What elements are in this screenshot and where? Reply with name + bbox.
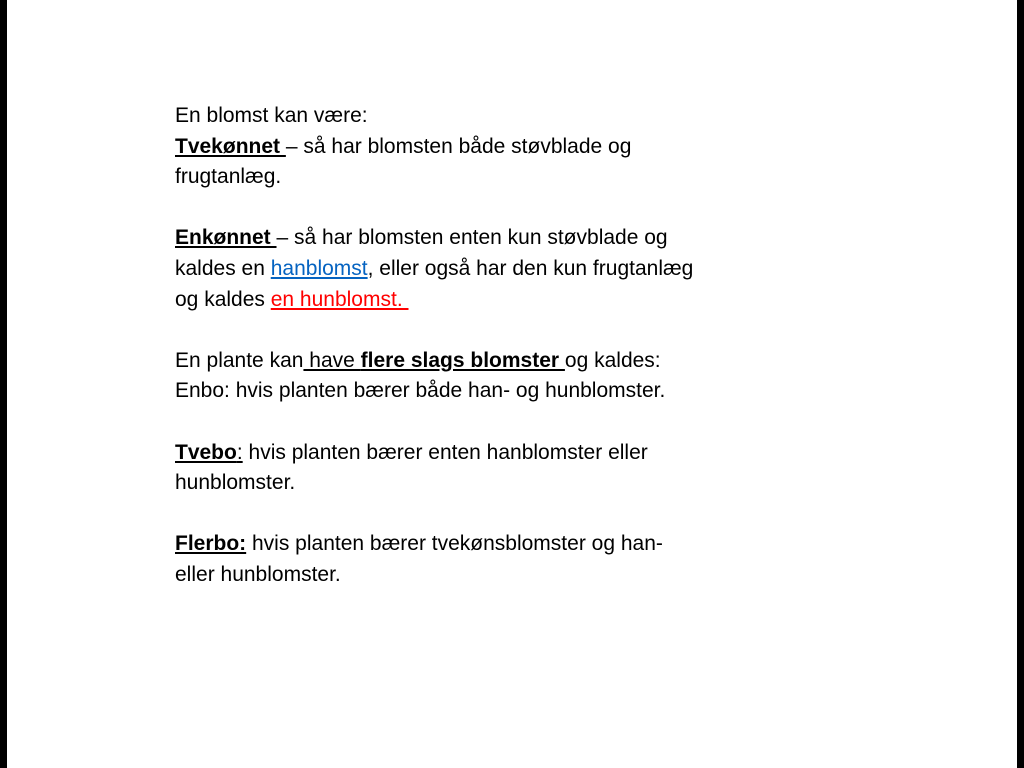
hanblomst-link[interactable]: hanblomst	[270, 256, 368, 280]
text-run: En blomst kan være:	[175, 104, 368, 127]
text-line	[175, 193, 785, 224]
text-run: hvis planten bærer enten hanblomster eller	[242, 440, 648, 464]
text-line	[175, 407, 785, 438]
text-run: hvis planten bærer tvekønsblomster og han-	[246, 532, 663, 556]
text-run: Flerbo:	[175, 532, 247, 556]
text-run: En plante kan	[175, 348, 304, 372]
text-run: flere slags blomster	[360, 348, 565, 372]
text-run: Enkønnet	[175, 226, 277, 250]
text-run: kaldes en	[175, 256, 271, 280]
text-line	[175, 346, 785, 377]
text-line	[175, 438, 785, 469]
red-highlight-text: en hunblomst.	[270, 287, 409, 311]
text-line	[175, 162, 785, 193]
slide-text	[175, 101, 785, 591]
text-line	[175, 223, 785, 254]
text-run: , eller også har den kun frugtanlæg	[367, 256, 694, 280]
text-line	[175, 468, 785, 499]
text-run: Enbo: hvis planten bærer både han- og hunblomster.	[175, 379, 666, 403]
text-run: Tvekønnet	[175, 134, 286, 158]
text-run: og kaldes:	[564, 348, 661, 372]
text-line	[175, 254, 785, 285]
text-run: have	[303, 348, 361, 372]
right-edge-bar	[1017, 0, 1024, 768]
text-run: frugtanlæg.	[175, 165, 282, 189]
text-line	[175, 285, 785, 316]
text-run: Tvebo	[175, 440, 237, 464]
text-run: eller hunblomster.	[175, 562, 341, 586]
text-line	[175, 529, 785, 560]
text-line	[175, 315, 785, 346]
text-run: :	[236, 440, 243, 464]
text-line	[175, 101, 785, 132]
text-run: og kaldes	[175, 287, 271, 311]
left-edge-bar	[0, 0, 7, 768]
text-line	[175, 132, 785, 163]
text-run: hunblomster.	[175, 471, 296, 495]
text-run: – så har blomsten både støvblade og	[285, 134, 632, 158]
text-run: – så har blomsten enten kun støvblade og	[276, 226, 668, 250]
text-line	[175, 499, 785, 530]
text-line	[175, 560, 785, 591]
text-line	[175, 376, 785, 407]
